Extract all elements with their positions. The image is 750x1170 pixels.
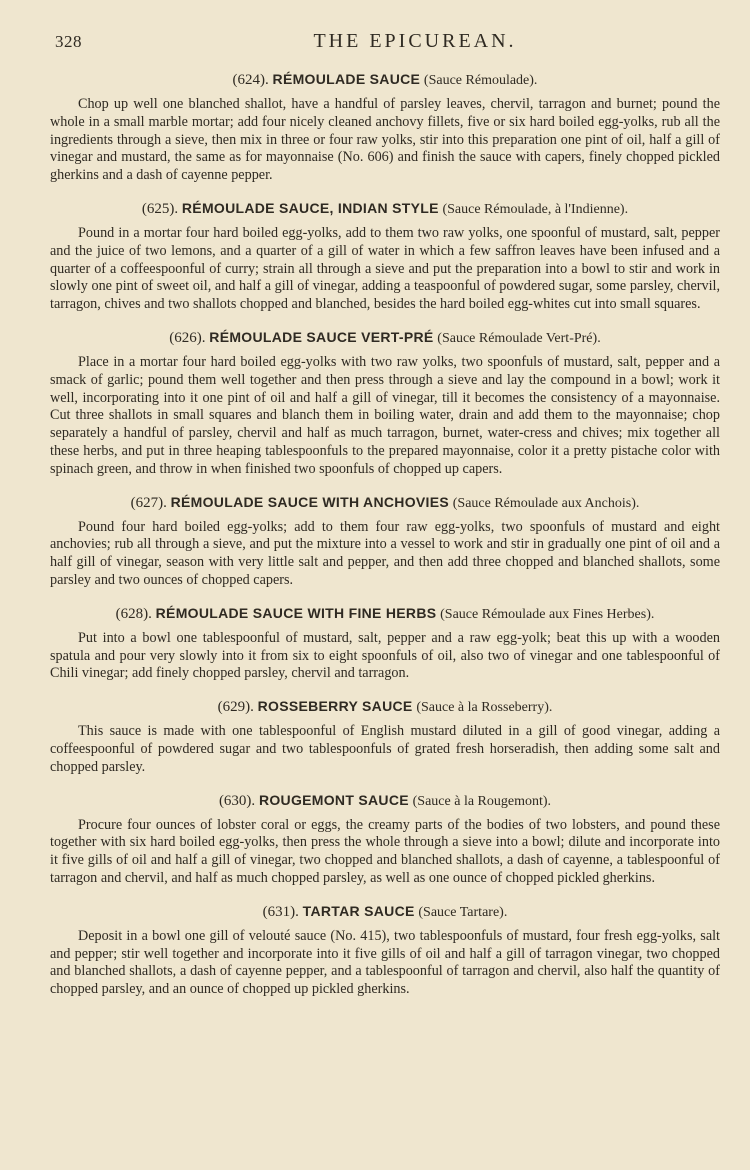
running-head <box>50 30 720 56</box>
recipe-630 <box>50 791 720 888</box>
recipe-text: Pound in a mortar four hard boiled egg-yolks, add to them two raw yolks, one spoonful of mustard, salt, pepper and the juice of two lemons, and a quarter of a gill of water in which a few saffron leaves have been infused and a quarter of a coffeespoonful of curry; strain all through a sieve and put the preparation into a bowl to stir and work in slowly one pint of sweet oil, and half a gill of vinegar, adding a teaspoonful of powdered sugar, some parsley, chervil, tarragon, chives and two shallots chopped and blanched, besides the hard boiled egg-whites cut into small squares. <box>50 224 720 313</box>
recipe-628 <box>50 604 720 683</box>
recipe-title <box>50 70 720 90</box>
recipe-number: (625). <box>141 200 179 217</box>
recipe-name: ROSSEBERRY SAUCE <box>257 698 413 715</box>
recipe-name: RÉMOULADE SAUCE, INDIAN STYLE <box>181 199 439 216</box>
recipe-text: Pound four hard boiled egg-yolks; add to them four raw egg-yolks, two spoonfuls of mustard and eight anchovies; rub all through a sieve, and put the mixture into a vessel to work and stir in gradually one pint of oil and a half gill of vinegar, season with very little salt and pepper, and then add three chopped and blanched shallots, some parsley and two ounces of chopped capers. <box>50 518 720 588</box>
recipe-name: RÉMOULADE SAUCE WITH FINE HERBS <box>155 604 437 621</box>
recipe-title <box>50 199 720 219</box>
recipe-title <box>50 328 720 348</box>
recipe-text: Put into a bowl one tablespoonful of mustard, salt, pepper and a raw egg-yolk; beat this up with a wooden spatula and pour very slowly into it from six to eight spoonfuls of oil, also two of vinegar and one tablespoonful of Chili vinegar; add finely chopped parsley, chervil and tarragon. <box>50 629 720 682</box>
recipe-french-name: (Sauce Rémoulade Vert-Pré). <box>437 330 601 346</box>
recipe-number: (631). <box>262 903 299 920</box>
recipe-number: (627). <box>130 494 167 511</box>
recipe-625 <box>50 199 720 314</box>
recipe-title <box>50 902 720 922</box>
recipe-624 <box>50 70 720 185</box>
recipe-text: Deposit in a bowl one gill of velouté sauce (No. 415), two tablespoonfuls of mustard, four fresh egg-yolks, salt and pepper; stir well together and incorporate into it five gills of oil and half a gill of tarragon vinegar, two chopped and blanched shallots, a dash of cayenne pepper, and a tablespoonful of tarragon and chervil, also half the quantity of chopped parsley, and an ounce of chopped up pickled gherkins. <box>50 927 720 998</box>
recipe-text: This sauce is made with one tablespoonful of English mustard diluted in a gill of good vinegar, adding a coffeespoonful of powdered sugar and two tablespoonfuls of grated fresh horseradish, then adding some salt and chopped parsley. <box>50 723 720 775</box>
recipe-name: RÉMOULADE SAUCE <box>272 71 421 87</box>
recipe-name: RÉMOULADE SAUCE WITH ANCHOVIES <box>170 493 449 510</box>
recipe-title <box>50 493 720 513</box>
recipe-629 <box>50 697 720 776</box>
recipe-number: (628). <box>115 605 152 622</box>
recipe-french-name: (Sauce Rémoulade aux Fines Herbes). <box>440 606 655 622</box>
recipe-number: (626). <box>169 329 206 346</box>
recipe-number: (629). <box>217 699 254 716</box>
recipe-title <box>50 791 720 811</box>
recipe-number: (630). <box>218 792 256 809</box>
recipe-626 <box>50 328 720 479</box>
recipe-french-name: (Sauce à la Rosseberry). <box>416 700 553 716</box>
recipe-name: RÉMOULADE SAUCE VERT-PRÉ <box>209 328 434 345</box>
recipe-text: Place in a mortar four hard boiled egg-yolks with two raw yolks, two spoonfuls of mustard, salt, pepper and a smack of garlic; pound them well together and then press through a sieve and lay the compound in a bowl; work it well, incorporating into it one pint of oil and half a gill of vinegar, till it becomes the consistency of a mayonnaise. Cut three shallots in small squares and blanch them in boiling water, drain and add them to the mayonnaise; chop separately a handful of parsley, chervil and half as much tarragon, burnet, water-cress and chives; mix together all these herbs, and put in three heaping tablespoonfuls to the prepared mayonnaise, color it a pretty pistache color with spinach green, and throw in when finished two spoonfuls of chopped up capers. <box>50 353 720 477</box>
recipe-french-name: (Sauce Tartare). <box>418 904 508 920</box>
recipe-text: Procure four ounces of lobster coral or eggs, the creamy parts of the bodies of two lobsters, and pound these together with six hard boiled egg-yolks, then press the whole through a sieve into a bowl; dilute and incorporate into it five gills of oil and half a gill of vinegar, two chopped and blanched shallots, a dash of cayenne, a tablespoonful of tarragon and chervil, and half as much chopped parsley, as well as one ounce of chopped pickled gherkins. <box>50 816 720 886</box>
recipe-title <box>50 697 720 717</box>
recipe-number: (624). <box>232 72 269 88</box>
recipe-french-name: (Sauce à la Rougemont). <box>412 793 552 809</box>
recipe-name: ROUGEMONT SAUCE <box>258 791 409 808</box>
recipe-title <box>50 604 720 624</box>
recipe-french-name: (Sauce Rémoulade, à l'Indienne). <box>442 201 629 217</box>
book-title: THE EPICUREAN. <box>313 30 517 52</box>
recipe-name: TARTAR SAUCE <box>302 902 415 919</box>
recipe-french-name: (Sauce Rémoulade aux Anchois). <box>452 495 640 511</box>
recipe-631 <box>50 902 720 999</box>
recipe-text: Chop up well one blanched shallot, have a handful of parsley leaves, chervil, tarragon and burnet; pound the whole in a small marble mortar; add four nicely cleaned anchovy fillets, five or six hard boiled egg-yolks, rub all the ingredients through a sieve, then mix in three or four raw yolks, stir into this preparation one pint of oil, half a gill of vinegar and mustard, the same as for mayonnaise (No. 606) and finish the sauce with capers, finely chopped pickled gherkins and a dash of cayenne pepper. <box>50 96 720 184</box>
page-number: 328 <box>55 32 82 51</box>
recipe-french-name: (Sauce Rémoulade). <box>423 73 538 88</box>
recipe-627 <box>50 493 720 590</box>
